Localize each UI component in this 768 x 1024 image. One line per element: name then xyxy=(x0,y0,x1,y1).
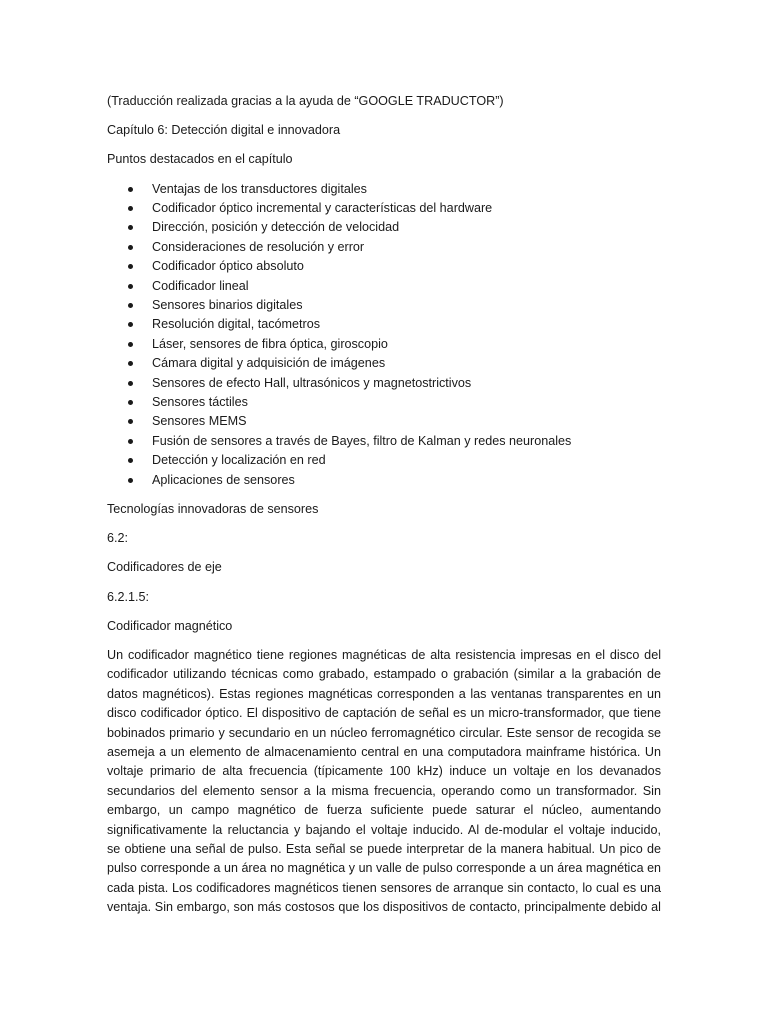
list-item: Resolución digital, tacómetros xyxy=(107,315,661,334)
paragraph-line: bobinados primario y secundario en un núcleo ferromagnético circular. Este sensor de recogida se xyxy=(107,725,661,740)
paragraph-line: ventaja. Sin embargo, son más costosos que los dispositivos de contacto, principalmente debido al xyxy=(107,900,661,915)
bullet-icon xyxy=(128,303,133,308)
bullet-icon xyxy=(128,206,133,211)
paragraph-line: secundarios del elemento sensor a la misma frecuencia, operando como un transformador. Sin xyxy=(107,783,661,798)
subsection-title: Codificador magnético xyxy=(107,618,233,633)
section-title: Codificadores de eje xyxy=(107,560,222,575)
bullet-icon xyxy=(128,478,133,483)
highlights-list xyxy=(107,180,661,491)
bullet-icon xyxy=(128,284,133,289)
list-item: Sensores binarios digitales xyxy=(107,296,661,315)
paragraph-line: datos magnéticos). Estas regiones magnéticas corresponden a las ventanas transparentes en un xyxy=(107,686,661,701)
bullet-icon xyxy=(128,322,133,327)
paragraph-line: embargo, un campo magnético de fuerza suficiente puede saturar el núcleo, aumentando xyxy=(107,803,661,818)
paragraph-line: disco codificador óptico. El dispositivo de captación de señal es un micro-transformador, que tiene xyxy=(107,706,661,721)
bullet-icon xyxy=(128,245,133,250)
bullet-icon xyxy=(128,400,133,405)
paragraph-line: se obtiene una señal de pulso. Esta señal se puede interpretar de la manera habitual. Un pico de xyxy=(107,841,661,856)
list-item: Fusión de sensores a través de Bayes, filtro de Kalman y redes neuronales xyxy=(107,432,661,451)
list-item: Sensores MEMS xyxy=(107,412,661,431)
list-item: Sensores táctiles xyxy=(107,393,661,412)
list-item: Aplicaciones de sensores xyxy=(107,471,661,490)
translation-note: (Traducción realizada gracias a la ayuda de “GOOGLE TRADUCTOR”) xyxy=(107,94,504,108)
document-page xyxy=(107,92,661,918)
list-item: Dirección, posición y detección de velocidad xyxy=(107,218,661,237)
bullet-icon xyxy=(128,381,133,386)
list-item: Codificador óptico absoluto xyxy=(107,257,661,276)
paragraph-line: significativamente la reluctancia y bajando el voltaje inducido. Al de-modular el voltaje inducido, xyxy=(107,822,661,837)
list-item: Codificador óptico incremental y características del hardware xyxy=(107,199,661,218)
paragraph-line: asemeja a un elemento de almacenamiento central en una computadora mainframe histórica. Un xyxy=(107,744,661,759)
section-number: 6.2: xyxy=(107,531,129,546)
paragraph-line: pulso corresponde a un área no magnética y un valle de pulso corresponde a un área magnética en xyxy=(107,861,661,876)
bullet-icon xyxy=(128,439,133,444)
paragraph-line: voltaje primario de alta frecuencia (típicamente 100 kHz) induce un voltaje en los devanados xyxy=(107,764,661,779)
paragraph-line: codificador utilizando técnicas como grabado, estampado o grabación (similar a la grabación de xyxy=(107,667,661,682)
list-item: Ventajas de los transductores digitales xyxy=(107,180,661,199)
list-item: Láser, sensores de fibra óptica, giroscopio xyxy=(107,335,661,354)
list-item: Codificador lineal xyxy=(107,277,661,296)
bullet-icon xyxy=(128,419,133,424)
list-item: Detección y localización en red xyxy=(107,451,661,470)
section-heading: Tecnologías innovadoras de sensores xyxy=(107,501,319,516)
highlights-heading: Puntos destacados en el capítulo xyxy=(107,152,293,167)
list-item: Sensores de efecto Hall, ultrasónicos y magnetostrictivos xyxy=(107,374,661,393)
chapter-title: Capítulo 6: Detección digital e innovadora xyxy=(107,123,341,138)
bullet-icon xyxy=(128,361,133,366)
subsection-number: 6.2.1.5: xyxy=(107,589,150,604)
bullet-icon xyxy=(128,458,133,463)
bullet-icon xyxy=(128,187,133,192)
list-item: Consideraciones de resolución y error xyxy=(107,238,661,257)
paragraph-line: Un codificador magnético tiene regiones magnéticas de alta resistencia impresas en el disco del xyxy=(107,647,661,662)
body-paragraph xyxy=(107,646,661,918)
paragraph-line: cada pista. Los codificadores magnéticos tienen sensores de arranque sin contacto, lo cual es una xyxy=(107,880,661,895)
bullet-icon xyxy=(128,342,133,347)
list-item: Cámara digital y adquisición de imágenes xyxy=(107,354,661,373)
bullet-icon xyxy=(128,264,133,269)
bullet-icon xyxy=(128,225,133,230)
